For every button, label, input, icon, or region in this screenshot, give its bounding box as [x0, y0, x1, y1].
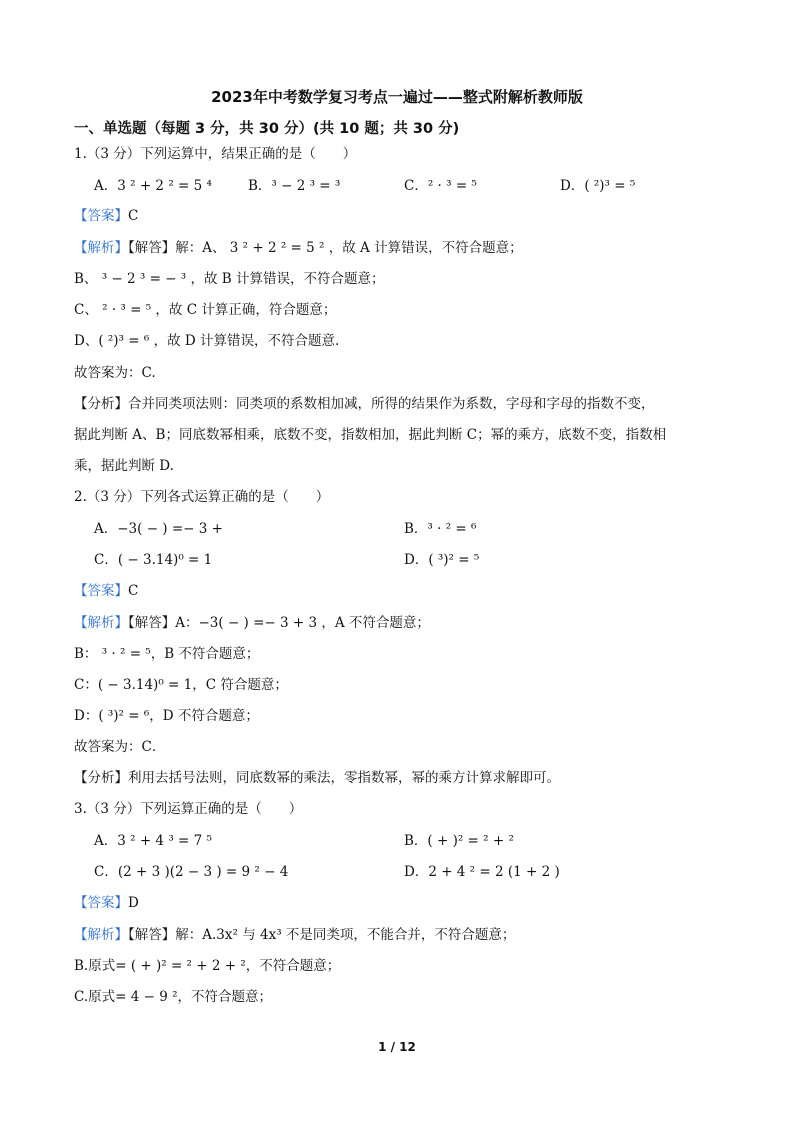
- q3-analysis-line: C.原式= 4 − 9 ²，不符合题意；: [74, 989, 273, 1005]
- q3-stem: 3.（3 分）下列运算正确的是（ ）: [74, 801, 303, 817]
- comment-text: 利用去括号法则，同底数幂的乘法，零指数幂，幂的乘方计算求解即可。: [128, 770, 560, 786]
- q1-option-b: B．³ − 2 ³ = ³: [248, 178, 341, 194]
- q1-stem: 1.（3 分）下列运算中，结果正确的是（ ）: [74, 146, 357, 162]
- analysis-tag: 【解析】: [74, 615, 128, 631]
- q3-option-d: D．2 + 4 ² = 2 (1 + 2 ): [404, 864, 560, 880]
- q1-analysis-line: B、 ³ − 2 ³ = − ³ ，故 B 计算错误，不符合题意；: [74, 271, 385, 287]
- answer-value: C: [128, 583, 139, 599]
- q1-comment-line: 据此判断 A、B；同底数幂相乘，底数不变，指数相加，据此判断 C；幂的乘方，底数不变，指数相: [74, 427, 667, 443]
- q3-analysis-line: B.原式= ( + )² = ² + 2 + ²，不符合题意；: [74, 958, 341, 974]
- q1-conclusion: 故答案为：C.: [74, 365, 156, 381]
- q2-comment-line: [74, 769, 560, 787]
- answer-value: D: [128, 895, 139, 911]
- q3-answer: [74, 894, 139, 912]
- q2-option-a: A．−3( − ) =− 3 +: [94, 521, 223, 537]
- section-heading: 一、单选题（每题 3 分，共 30 分）(共 10 题；共 30 分): [74, 121, 460, 137]
- q2-option-b: B．³ · ² = ⁶: [404, 521, 477, 537]
- q2-analysis-line: B： ³ · ² = ⁵，B 不符合题意；: [74, 646, 260, 662]
- q3-option-a: A．3 ² + 4 ³ = 7 ⁵: [94, 833, 212, 849]
- analysis-text: 【解答】解：A.3x² 与 4x³ 不是同类项，不能合并，不符合题意；: [128, 927, 516, 943]
- q2-conclusion: 故答案为：C．: [74, 739, 166, 755]
- q2-option-c: C．( − 3.14)⁰ = 1: [94, 552, 213, 568]
- answer-tag: 【答案】: [74, 583, 128, 599]
- analysis-text: 【解答】解：A、 3 ² + 2 ² = 5 ² ，故 A 计算错误，不符合题意；: [128, 240, 523, 256]
- q1-comment-line: [74, 395, 655, 413]
- q3-option-c: C．(2 + 3 )(2 − 3 ) = 9 ² − 4: [94, 864, 289, 880]
- answer-value: C: [128, 208, 139, 224]
- q1-option-d: D．( ²)³ = ⁵: [560, 178, 636, 194]
- analysis-text: 【解答】A：−3( − ) =− 3 + 3 ，A 不符合题意；: [128, 615, 430, 631]
- q1-analysis-line: C、 ² · ³ = ⁵ ，故 C 计算正确，符合题意；: [74, 302, 337, 318]
- q2-analysis-line: [74, 614, 430, 632]
- q2-answer: [74, 582, 138, 600]
- comment-text: 合并同类项法则：同类项的系数相加减，所得的结果作为系数，字母和字母的指数不变，: [128, 396, 655, 412]
- analysis-tag: 【解析】: [74, 240, 128, 256]
- q2-analysis-line: C：( − 3.14)⁰ = 1，C 符合题意；: [74, 677, 288, 693]
- q3-analysis-line: [74, 926, 515, 944]
- q1-answer: [74, 207, 138, 225]
- comment-tag: 【分析】: [74, 396, 128, 412]
- answer-tag: 【答案】: [74, 208, 128, 224]
- q1-option-c: C．² · ³ = ⁵: [404, 178, 477, 194]
- q1-analysis-line: [74, 239, 523, 257]
- comment-tag: 【分析】: [74, 770, 128, 786]
- q2-analysis-line: D：( ³)² = ⁶，D 不符合题意；: [74, 708, 259, 724]
- q2-option-d: D．( ³)² = ⁵: [404, 552, 480, 568]
- q3-option-b: B．( + )² = ² + ²: [404, 833, 514, 849]
- q2-stem: 2.（3 分）下列各式运算正确的是（ ）: [74, 489, 330, 505]
- q1-analysis-line: D、( ²)³ = ⁶ ，故 D 计算错误，不符合题意.: [74, 333, 340, 349]
- page-title: 2023年中考数学复习考点一遍过——整式附解析教师版: [211, 88, 583, 106]
- answer-tag: 【答案】: [74, 895, 128, 911]
- analysis-tag: 【解析】: [74, 927, 128, 943]
- q1-option-a: A．3 ² + 2 ² = 5 ⁴: [94, 178, 212, 194]
- q1-comment-line: 乘，据此判断 D.: [74, 458, 174, 474]
- page-number: 1 / 12: [378, 1040, 416, 1054]
